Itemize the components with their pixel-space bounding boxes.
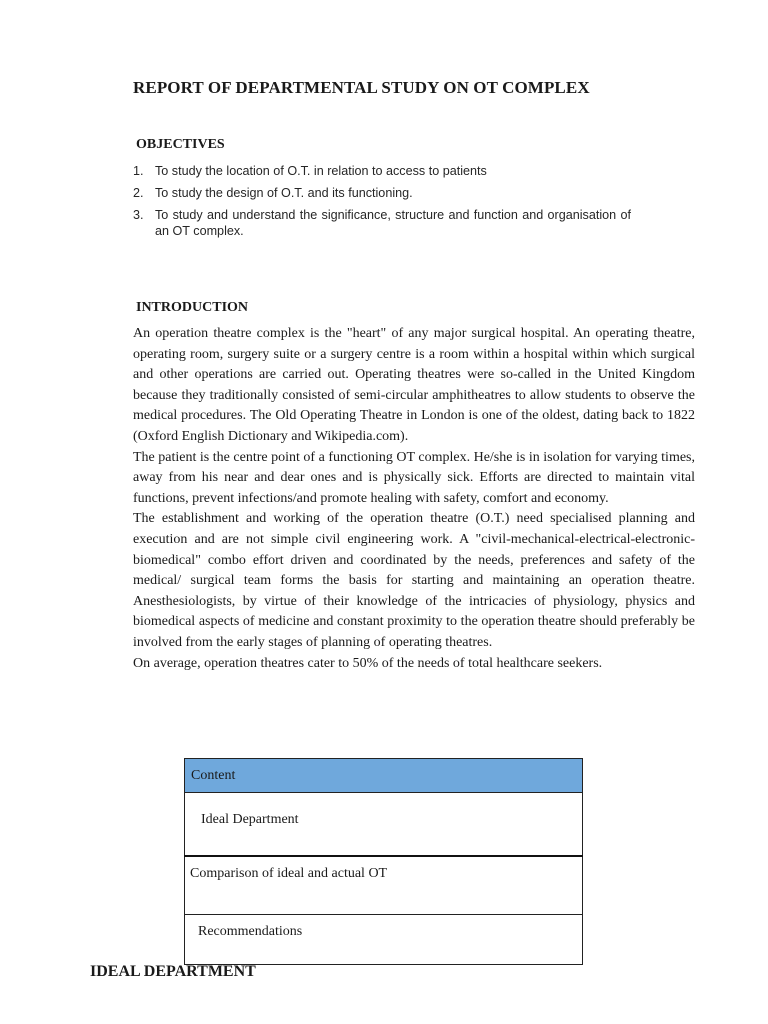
list-item-number: 2. — [133, 186, 144, 200]
list-item-text: To study the location of O.T. in relation to access to patients — [155, 164, 487, 178]
report-title: REPORT OF DEPARTMENTAL STUDY ON OT COMPLEX — [133, 78, 590, 97]
introduction-body — [133, 324, 695, 674]
list-item-text: To study the design of O.T. and its functioning. — [155, 186, 413, 200]
contents-table — [184, 758, 583, 965]
table-cell-comparison: Comparison of ideal and actual OT — [185, 856, 583, 915]
objectives-list — [133, 163, 631, 245]
introduction-heading: INTRODUCTION — [136, 300, 249, 315]
intro-paragraph: On average, operation theatres cater to 50% of the needs of total healthcare seekers. — [133, 655, 603, 671]
table-header-cell: Content — [185, 759, 583, 793]
intro-paragraph: The establishment and working of the operation theatre (O.T.) need specialised planning and execution and are not simple civil engineering work. A "civil-mechanical-electrical-electronic- biomedical" combo effort driven and coordinated by the needs, preferences and safety of the medical/ surgical team forms the basis for starting and maintaining an operation theatre. Anesthesiologists, by virtue of their knowledge of the intricacies of physiology, physics and biomedical aspects of medicine and constant proximity to the operation theatre should preferably be involved from the early stages of planning of operating theatres. — [133, 511, 695, 650]
table-row — [185, 793, 583, 857]
list-item — [133, 185, 631, 201]
list-item-number: 1. — [133, 164, 144, 178]
intro-paragraph: The patient is the centre point of a functioning OT complex. He/she is in isolation for varying times, away from his near and dear ones and is physically sick. Efforts are directed to maintain vital functions, prevent infections/and promote healing with safety, comfort and economy. — [133, 449, 695, 506]
table-header-row — [185, 759, 583, 793]
intro-paragraph: An operation theatre complex is the "heart" of any major surgical hospital. An operating theatre, operating room, surgery suite or a surgery centre is a room within a hospital within which surgical and other operations are carried out. Operating theatres were so-called in the United Kingdom because they traditionally consisted of semi-circular amphitheatres to allow students to observe the medical procedures. The Old Operating Theatre in London is one of the oldest, dating back to 1822 (Oxford English Dictionary and Wikipedia.com). — [133, 326, 695, 444]
objectives-heading: OBJECTIVES — [136, 137, 225, 152]
list-item — [133, 163, 631, 179]
list-item-number: 3. — [133, 208, 144, 222]
table-cell-recommendations: Recommendations — [185, 915, 583, 965]
ideal-department-heading: IDEAL DEPARTMENT — [90, 963, 256, 980]
table-cell-ideal-department: Ideal Department — [185, 793, 583, 857]
table-row — [185, 915, 583, 965]
list-item — [133, 207, 631, 239]
list-item-text: To study and understand the significance, structure and function and organisation of an OT complex. — [155, 208, 631, 238]
table-row — [185, 856, 583, 915]
